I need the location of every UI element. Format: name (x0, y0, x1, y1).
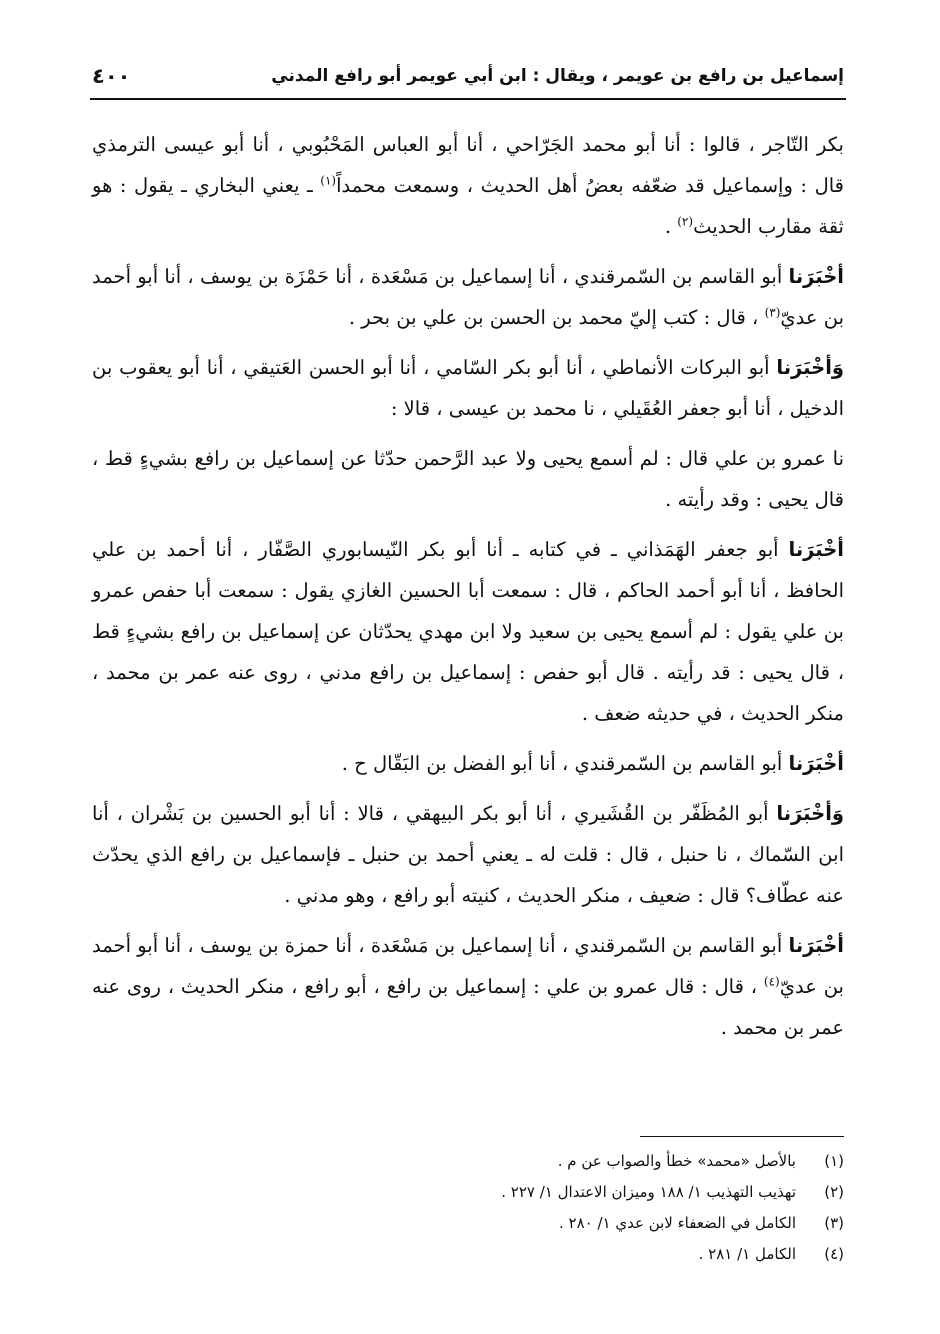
page-header (92, 58, 844, 94)
footnote-reference: (٢) (677, 214, 694, 229)
paragraph-text: أبو القاسم بن السّمرقندي ، أنا إسماعيل بن مَسْعَدة ، أنا حمزة بن يوسف ، أنا أبو أحمد بن عديّ (92, 934, 844, 998)
paragraph (92, 124, 844, 247)
footnote-number: (٣) (824, 1214, 844, 1232)
narration-keyword: أخْبَرَنا (788, 265, 844, 288)
paragraph (92, 256, 844, 338)
narration-keyword: أخْبَرَنا (788, 538, 844, 561)
footnote-text: الكامل ١/ ٢٨١ . (698, 1245, 796, 1263)
paragraph-text: نا عمرو بن علي قال : لم أسمع يحيى ولا عبد الرَّحمن حدّثا عن إسماعيل بن رافع بشيءٍ قط ، قال يحيى : وقد رأيته . (92, 447, 844, 511)
paragraph-text: أبو جعفر الهَمَذاني ـ في كتابه ـ أنا أبو بكر النّيسابوري الصَّفّار ، أنا أحمد بن علي الحافظ ، أنا أبو أحمد الحاكم ، قال : سمعت أبا الحسين الغازي يقول : سمعت أبا حفص عمرو بن علي يقول : لم أسمع يحيى بن سعيد ولا ابن مهدي يحدّثان عن إسماعيل بن رافع بشيءٍ قط ، قال يحيى : قد رأيته . قال أبو حفص : إسماعيل بن رافع مدني ، روى عنه عمر بن محمد ، منكر الحديث ، في حديثه ضعف . (92, 538, 844, 725)
footnote-text: تهذيب التهذيب ١/ ١٨٨ وميزان الاعتدال ١/ ٢٢٧ . (501, 1183, 796, 1201)
paragraph-text: ، قال : كتب إليّ محمد بن الحسن بن علي بن بحر . (348, 306, 765, 329)
paragraph-text: . (664, 215, 678, 238)
narration-keyword: أخْبَرَنا (788, 934, 844, 957)
paragraph (92, 743, 844, 784)
paragraph (92, 438, 844, 520)
footnote-number: (٢) (824, 1183, 844, 1201)
paragraph-text: أبو القاسم بن السّمرقندي ، أنا أبو الفضل بن البَقّال ح . (341, 752, 789, 775)
narration-keyword: وَأخْبَرَنا (776, 356, 844, 379)
footnote-number: (٤) (824, 1245, 844, 1263)
footnote-number: (١) (824, 1152, 844, 1170)
narration-keyword: وَأخْبَرَنا (776, 802, 844, 825)
footnote-reference: (٣) (764, 305, 781, 320)
narration-keyword: أخْبَرَنا (788, 752, 844, 775)
running-title: إسماعيل بن رافع بن عويمر ، ويقال : ابن أبي عويمر أبو رافع المدني (271, 66, 844, 86)
footnote-divider (640, 1136, 844, 1137)
footnote (92, 1177, 844, 1208)
page-number: ٤٠٠ (92, 64, 131, 88)
header-divider (90, 98, 846, 100)
footnote-reference: (٤) (763, 974, 780, 989)
footnotes (92, 1146, 844, 1270)
paragraph-text: بكر التّاجر ، قالوا : أنا أبو محمد الجَرّاحي ، أنا أبو العباس المَحْبُوبي ، أنا أبو عيسى الترمذي قال : وإسماعيل قد ضعّفه بعضُ أهل الحديث ، وسمعت محمداً (92, 133, 844, 197)
footnote (92, 1208, 844, 1239)
paragraph (92, 925, 844, 1048)
footnote-reference: (١) (320, 173, 337, 188)
main-text (92, 124, 844, 1057)
paragraph (92, 793, 844, 916)
paragraph-text: ، قال : قال عمرو بن علي : إسماعيل بن رافع ، أبو رافع ، منكر الحديث ، روى عنه عمر بن محمد . (92, 975, 844, 1039)
paragraph-text: أبو البركات الأنماطي ، أنا أبو بكر السّامي ، أنا أبو الحسن العَتيقي ، أنا أبو يعقوب بن الدخيل ، أنا أبو جعفر العُقَيلي ، نا محمد بن عيسى ، قالا : (92, 356, 844, 420)
footnote (92, 1146, 844, 1177)
footnote-text: بالأصل «محمد» خطأ والصواب عن م . (557, 1152, 796, 1170)
paragraph-text: أبو القاسم بن السّمرقندي ، أنا إسماعيل بن مَسْعَدة ، أنا حَمْزَة بن يوسف ، أنا أبو أحمد بن عديّ (92, 265, 844, 329)
paragraph-text: أبو المُظَفّر بن القُشَيري ، أنا أبو بكر البيهقي ، قالا : أنا أبو الحسين بن بَشْران ، أنا ابن السّماك ، نا حنبل ، قال : قلت له ـ يعني أحمد بن حنبل ـ فإسماعيل بن رافع الذي يحدّث عنه عطّاف؟ قال : ضعيف ، منكر الحديث ، كنيته أبو رافع ، وهو مدني . (92, 802, 844, 907)
paragraph (92, 347, 844, 429)
footnote (92, 1239, 844, 1270)
footnote-text: الكامل في الضعفاء لابن عدي ١/ ٢٨٠ . (558, 1214, 796, 1232)
paragraph-text: ـ يعني البخاري ـ يقول : هو ثقة مقارب الحديث (92, 174, 844, 238)
paragraph (92, 529, 844, 734)
